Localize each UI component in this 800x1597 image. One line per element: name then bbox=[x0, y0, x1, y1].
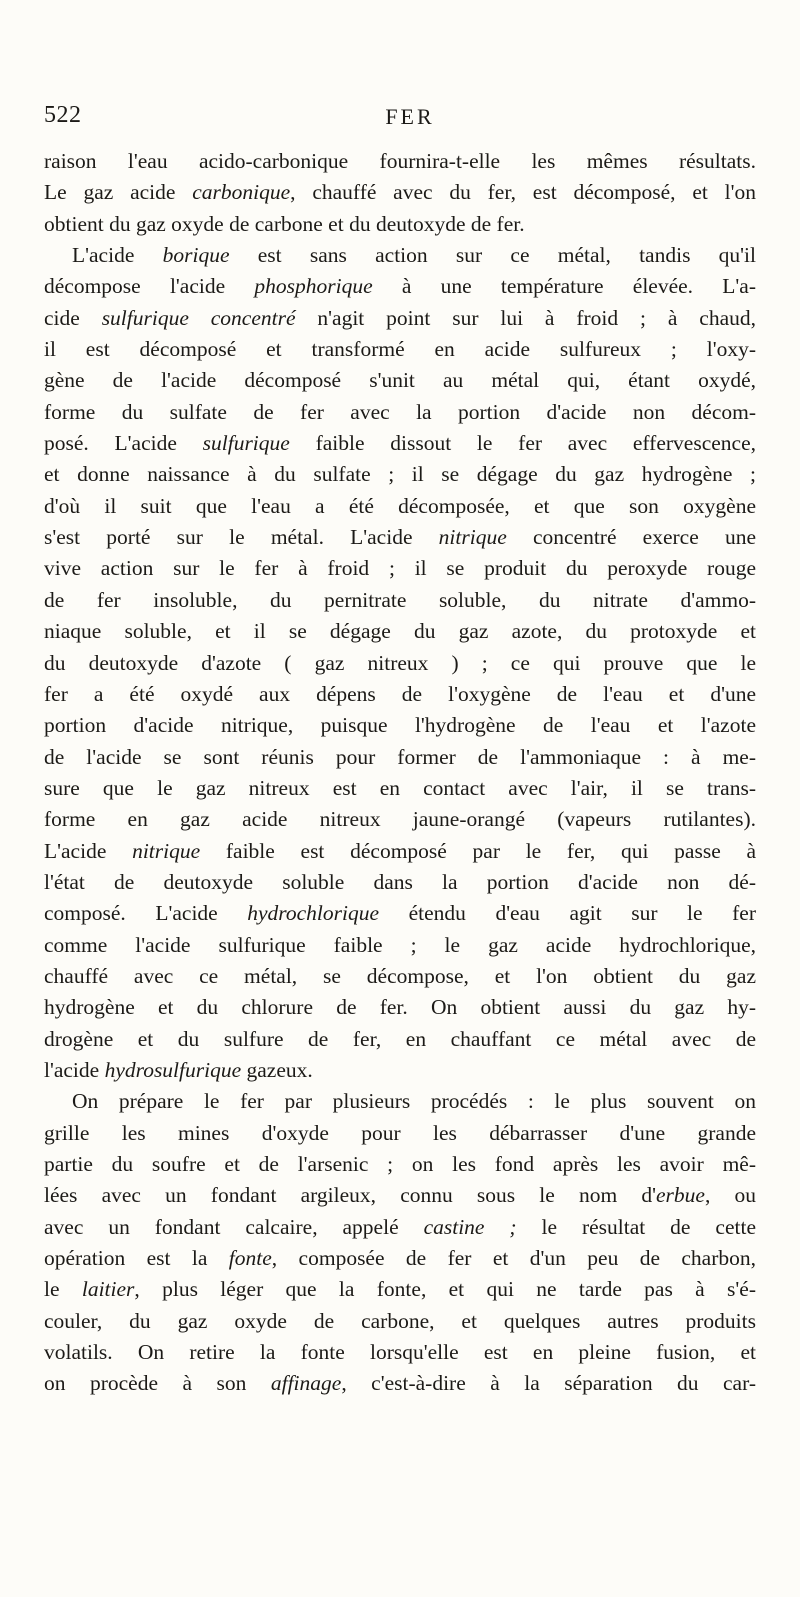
text-run: avec un fondant calcaire, appelé bbox=[44, 1214, 424, 1239]
italic-term: sulfurique bbox=[202, 431, 290, 456]
text-line bbox=[44, 867, 756, 898]
text-run: fer a été oxydé aux dépens de l'oxygène de l'eau et d'une bbox=[44, 681, 756, 706]
text-run: vive action sur le fer à froid ; il se produit du peroxyde rouge bbox=[44, 556, 756, 581]
text-run: forme du sulfate de fer avec la portion d'acide non décom- bbox=[44, 399, 756, 424]
text-run: comme l'acide sulfurique faible ; le gaz acide hydrochlorique, bbox=[44, 932, 756, 957]
text-line bbox=[44, 836, 756, 867]
text-run: volatils. On retire la fonte lorsqu'elle est en pleine fusion, et bbox=[44, 1340, 756, 1365]
text-run: est sans action sur ce métal, tandis qu'il bbox=[229, 243, 757, 268]
text-line bbox=[44, 961, 756, 992]
text-run: , ou bbox=[704, 1183, 756, 1208]
text-line bbox=[44, 1306, 756, 1337]
text-line bbox=[44, 1337, 756, 1368]
text-run: , c'est-à-dire à la séparation du car- bbox=[341, 1371, 756, 1396]
text-run: grille les mines d'oxyde pour les débarrasser d'une grande bbox=[44, 1120, 756, 1145]
text-line bbox=[44, 648, 756, 679]
text-run: décompose l'acide bbox=[44, 274, 255, 299]
text-line bbox=[44, 459, 756, 490]
text-run: gène de l'acide décomposé s'unit au métal qui, étant oxydé, bbox=[44, 368, 756, 393]
text-line bbox=[44, 303, 756, 334]
text-run: de fer insoluble, du pernitrate soluble, du nitrate d'ammo- bbox=[44, 587, 756, 612]
italic-term: laitier bbox=[81, 1277, 135, 1302]
italic-term: hydrosulfurique bbox=[104, 1057, 242, 1082]
text-line bbox=[44, 1086, 756, 1117]
text-run: d'où il suit que l'eau a été décomposée, et que son oxygène bbox=[44, 493, 756, 518]
italic-term: erbue bbox=[656, 1183, 705, 1208]
text-run: lées avec un fondant argileux, connu sous le nom d' bbox=[44, 1183, 656, 1208]
text-line bbox=[44, 898, 756, 929]
text-run: chauffé avec ce métal, se décompose, et l'on obtient du gaz bbox=[44, 963, 756, 988]
page-number: 522 bbox=[44, 102, 82, 128]
text-run: étendu d'eau agit sur le fer bbox=[379, 901, 756, 926]
text-line bbox=[44, 271, 756, 302]
text-line bbox=[44, 522, 756, 553]
text-run: et donne naissance à du sulfate ; il se dégage du gaz hydrogène ; bbox=[44, 462, 756, 487]
text-run: drogène et du sulfure de fer, en chauffant ce métal avec de bbox=[44, 1026, 756, 1051]
text-line bbox=[44, 177, 756, 208]
text-run: concentré exerce une bbox=[506, 525, 756, 550]
text-run: cide bbox=[44, 305, 102, 330]
text-line bbox=[44, 1118, 756, 1149]
text-run: le bbox=[44, 1277, 82, 1302]
text-run: faible dissout le fer avec effervescence, bbox=[289, 431, 756, 456]
text-line bbox=[44, 1212, 756, 1243]
text-line bbox=[44, 679, 756, 710]
italic-term: affinage bbox=[270, 1371, 342, 1396]
text-line bbox=[44, 616, 756, 647]
text-line bbox=[44, 1243, 756, 1274]
text-line bbox=[44, 334, 756, 365]
text-line bbox=[44, 1274, 756, 1305]
text-run: sure que le gaz nitreux est en contact avec l'air, il se trans- bbox=[44, 775, 756, 800]
italic-term: nitrique bbox=[438, 525, 507, 550]
text-run: faible est décomposé par le fer, qui passe à bbox=[200, 838, 757, 863]
text-run: L'acide bbox=[72, 243, 163, 268]
text-run: L'acide bbox=[44, 838, 133, 863]
text-run: , plus léger que la fonte, et qui ne tarde pas à s'é- bbox=[134, 1277, 756, 1302]
text-run: posé. L'acide bbox=[44, 431, 203, 456]
text-run: hydrogène et du chlorure de fer. On obtient aussi du gaz hy- bbox=[44, 995, 756, 1020]
body-text bbox=[44, 146, 756, 1400]
text-line bbox=[44, 397, 756, 428]
text-line bbox=[44, 773, 756, 804]
text-line bbox=[44, 1055, 756, 1086]
text-run: il est décomposé et transformé en acide sulfureux ; l'oxy- bbox=[44, 337, 756, 362]
text-run: niaque soluble, et il se dégage du gaz azote, du protoxyde et bbox=[44, 619, 756, 644]
text-line bbox=[44, 1368, 756, 1399]
text-run: du deutoxyde d'azote ( gaz nitreux ) ; ce qui prouve que le bbox=[44, 650, 756, 675]
text-run: l'état de deutoxyde soluble dans la portion d'acide non dé- bbox=[44, 869, 756, 894]
text-run: , chauffé avec du fer, est décomposé, et l'on bbox=[290, 180, 756, 205]
text-line bbox=[44, 1024, 756, 1055]
italic-term: borique bbox=[162, 243, 230, 268]
text-line bbox=[44, 804, 756, 835]
running-head: FER bbox=[385, 104, 435, 129]
text-line bbox=[44, 742, 756, 773]
text-run: couler, du gaz oxyde de carbone, et quelques autres produits bbox=[44, 1308, 756, 1333]
text-line bbox=[44, 1149, 756, 1180]
italic-term: sulfurique concentré bbox=[101, 305, 296, 330]
text-line bbox=[44, 992, 756, 1023]
text-line bbox=[44, 146, 756, 177]
text-run: On prépare le fer par plusieurs procédés : le plus souvent on bbox=[72, 1089, 756, 1114]
text-run: , composée de fer et d'un peu de charbon, bbox=[271, 1246, 757, 1271]
text-run: obtient du gaz oxyde de carbone et du deutoxyde de fer. bbox=[44, 211, 525, 236]
page-header bbox=[44, 102, 756, 142]
italic-term: carbonique bbox=[192, 180, 291, 205]
text-run: à une température élevée. L'a- bbox=[372, 274, 756, 299]
text-line bbox=[44, 365, 756, 396]
text-line bbox=[44, 491, 756, 522]
text-run: partie du soufre et de l'arsenic ; on les fond après les avoir mê- bbox=[44, 1152, 756, 1176]
text-run: portion d'acide nitrique, puisque l'hydrogène de l'eau et l'azote bbox=[44, 713, 756, 738]
text-line bbox=[44, 1180, 756, 1211]
text-run: opération est la bbox=[44, 1246, 229, 1271]
text-run: forme en gaz acide nitreux jaune-orangé (vapeurs rutilantes). bbox=[44, 807, 756, 832]
text-line bbox=[44, 240, 756, 271]
text-run: n'agit point sur lui à froid ; à chaud, bbox=[295, 305, 756, 330]
text-run: Le gaz acide bbox=[44, 180, 193, 205]
text-run: on procède à son bbox=[44, 1371, 271, 1396]
text-line bbox=[44, 710, 756, 741]
text-run: s'est porté sur le métal. L'acide bbox=[44, 525, 439, 550]
text-run: composé. L'acide bbox=[44, 901, 248, 926]
text-line bbox=[44, 428, 756, 459]
text-run: le résultat de cette bbox=[516, 1214, 756, 1239]
text-line bbox=[44, 209, 756, 240]
text-run: l'acide bbox=[44, 1057, 105, 1082]
italic-term: hydrochlorique bbox=[247, 901, 380, 926]
italic-term: phosphorique bbox=[254, 274, 373, 299]
italic-term: fonte bbox=[228, 1246, 272, 1271]
text-run: gazeux. bbox=[241, 1057, 313, 1082]
text-run: de l'acide se sont réunis pour former de l'ammoniaque : à me- bbox=[44, 744, 756, 769]
italic-term: castine ; bbox=[423, 1214, 517, 1239]
text-line bbox=[44, 585, 756, 616]
text-line bbox=[44, 930, 756, 961]
italic-term: nitrique bbox=[132, 838, 201, 863]
text-run: raison l'eau acido-carbonique fournira-t-elle les mêmes résultats. bbox=[44, 149, 756, 173]
text-line bbox=[44, 553, 756, 584]
